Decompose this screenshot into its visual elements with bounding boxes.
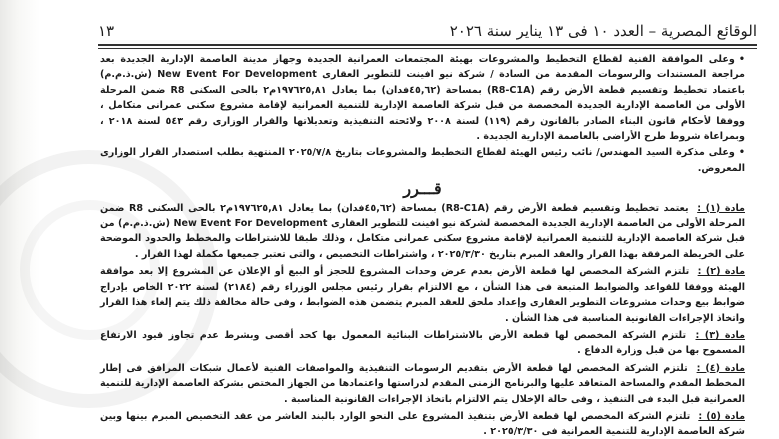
article-1-label: مادة (١) : — [697, 202, 745, 214]
article-5-label: مادة (٥) : — [698, 410, 746, 422]
decision-heading: قـــرر — [403, 179, 442, 199]
article-4-text: تلتزم الشركة المخصص لها قطعة الأرض بتقديم الرسومات التنفيذية والمواصفات الفنية لأعمال شبكات المرافق فى إطار المخطط المقدم والمساحة المتعاقد عليها والبرنامج الزمنى المقدم لدراستها واعتمادها من الجهاز المختص بشركة العاصمة الإدارية للتنمية العمرانية قبل البدء فى التنفيذ ، وفى حالة الإخلال يتم الالتزام باتخاذ الإجراءات القانونية المناسبة . — [100, 362, 745, 405]
article-2-text: تلتزم الشركة المخصص لها قطعة الأرض بعدم عرض وحدات المشروع للحجز أو البيع أو الإعلان عن المشروع إلا بعد موافقة الهيئة ووفقا للقواعد والضوابط المتبعة فى هذا الشأن ، مع الالتزام بقرار رئيس مجلس الوزراء رقم (٢١٨٤) لسنة ٢٠٢٢ الخاص بإدراج ضوابط بيع وحدات مشروعات التطوير العقارى وإعداد ملحق للعقد المبرم يتضمن هذه الضوابط ، وفى حالة مخالفة ذلك يتم إلغاء هذا القرار واتخاذ الإجراءات القانونية المناسبة فى هذا الشأن . — [100, 266, 745, 324]
intro-paragraph-2: • وعلى مذكرة السيد المهندس/ نائب رئيس الهيئة لقطاع التخطيط والمشروعات بتاريخ ٢٠٢٥/٧/٨ المنتهية بطلب استصدار القرار الوزارى المعروض. — [100, 145, 745, 176]
article-3-text: تلتزم الشركة المخصص لها قطعة الأرض بالاشتراطات البنائية المعمول بها كحد أقصى وبشرط عدم تجاوز قيود الارتفاع المسموح بها من قبل وزارة الدفاع . — [100, 329, 745, 357]
article-3 — [100, 328, 745, 359]
article-2-label: مادة (٢) : — [697, 266, 746, 278]
intro-paragraph-1: • وعلى الموافقة الفنية لقطاع التخطيط والمشروعات بهيئة المجتمعات العمرانية الجديدة وجهاز مدينة العاصمة الإدارية الجديدة بعد مراجعة المستندات والرسومات المقدمة من السادة / شركة نيو افينت للتطوير العقارى New Event For Development (ش.ذ.م.م) باعتماد تخطيط وتقسيم قطعة الأرض رقم (R8-C1A) بمساحة (٤٥,٦٢فدان) بما يعادل ١٩٧٦٢٥,٨١م٢ بالحى السكنى R8 ضمن المرحلة الأولى من العاصمة الإدارية الجديدة المخصصة من قبل شركة العاصمة الإدارية للتنمية العمرانية لإقامة مشروع سكنى عمرانى متكامل ، ووفقا لأحكام قانون البناء الصادر بالقانون رقم (١١٩) لسنة ٢٠٠٨ ولائحته التنفيذية وتعديلاتها والقرار الوزارى رقم ٥٤٣ لسنة ٢٠١٨ ، وبمراعاة شروط طرح الأراضى بالعاصمة الإدارية الجديدة . — [100, 52, 745, 144]
header-divider — [98, 44, 757, 49]
page-header — [98, 20, 757, 42]
article-5-text: تلتزم الشركة المخصص لها قطعة الأرض بتنفيذ المشروع على النحو الوارد بالبند العاشر من عقد التخصيص المبرم بينها وبين شركة العاصمة الإدارية للتنمية العمرانية فى ٢٠٢٥/٣/٣٠ . — [100, 410, 745, 438]
gazette-title: الوقائع المصرية – العدد ١٠ فى ١٣ يناير سنة ٢٠٢٦ — [449, 22, 757, 40]
article-2 — [100, 264, 745, 326]
article-1 — [100, 201, 745, 263]
article-4 — [100, 361, 745, 407]
page-number: ١٣ — [98, 22, 115, 40]
article-3-label: مادة (٣) : — [695, 329, 746, 341]
article-4-label: مادة (٤) : — [696, 362, 746, 374]
article-5 — [100, 409, 745, 439]
article-1-text: يعتمد تخطيط وتقسيم قطعة الأرض رقم (R8-C1A) بمساحة (٤٥,٦٢فدان) بما يعادل ١٩٧٦٢٥,٨١م٢ بالحى السكنى R8 ضمن المرحلة الأولى من العاصمة الإدارية الجديدة المخصصة لشركة نيو افينت للتطوير العقارى New Event For Development (ش.ذ.م.م) من قبل شركة العاصمة الإدارية للتنمية العمرانية لإقامة مشروع سكنى عمرانى متكامل ، وذلك طبقا للاشتراطات والمخطط والحدود الموضحة على الخريطة المرفقة بهذا القرار والعقد المبرم بتاريخ ٢٠٢٥/٣/٣٠ ، واشتراطات التخصيص ، والتى تعتبر جميعها مكملة لهذا القرار . — [100, 202, 745, 260]
document-body — [100, 52, 745, 439]
